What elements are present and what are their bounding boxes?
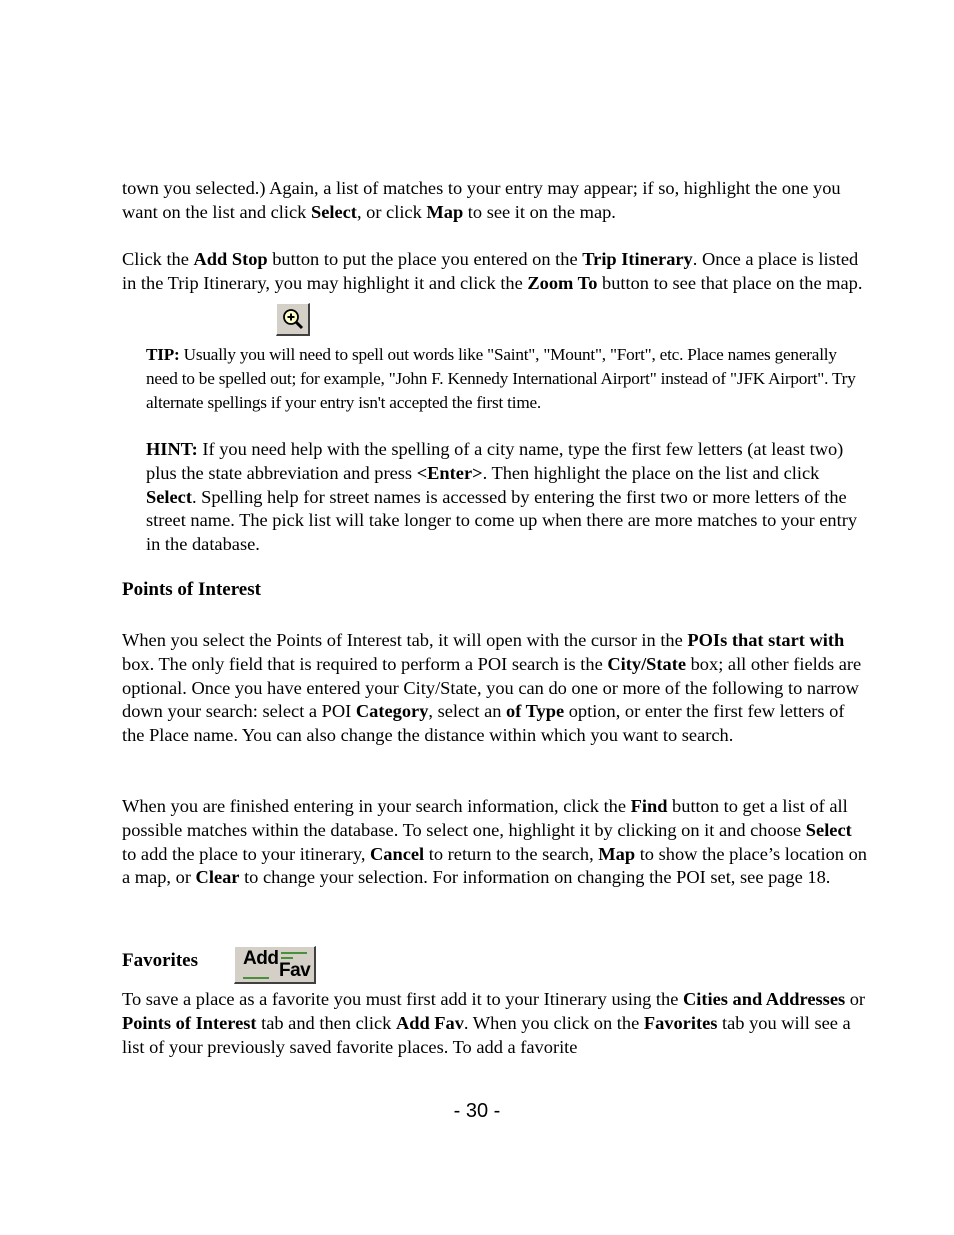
poi-paragraph-1: When you select the Points of Interest tab, it will open with the cursor in the POIs that start with box. The only field that is required to perform a POI search is the City/State box; all other fields are optional. Once you have entered your City/State, you can do one or more of the following to narrow down your search: select a POI Category, select an of Type option, or enter the first few letters of the Place name. You can also change the distance within which you want to search. <box>122 630 862 746</box>
zoom-in-icon <box>281 307 305 331</box>
tip-paragraph: TIP: Usually you will need to spell out words like "Saint", "Mount", "Fort", etc. Place names generally need to be spelled out; for example, "John F. Kennedy International Airport" instead of "JFK Airport". Try alternate spellings if your entry isn't accepted the first time. <box>146 345 856 412</box>
decor-line <box>281 952 307 954</box>
zoom-to-button <box>276 303 310 336</box>
add-fav-button <box>234 946 316 984</box>
section-heading-favorites: Favorites <box>122 950 198 971</box>
decor-line <box>281 957 293 959</box>
poi-paragraph-2: When you are finished entering in your search information, click the Find button to get a list of all possible matches within the database. To select one, highlight it by clicking on it and choose Select to add the place to your itinerary, Cancel to return to the search, Map to show the place’s location on a map, or Clear to change your selection. For information on changing the POI set, see page 18. <box>122 796 867 888</box>
add-fav-button-fav-label: Fav <box>279 960 311 981</box>
favorites-paragraph: To save a place as a favorite you must first add it to your Itinerary using the Cities and Addresses or Points of Interest tab and then click Add Fav. When you click on the Favorites tab you will see a list of your previously saved favorite places. To add a favorite <box>122 989 866 1057</box>
hint-paragraph: HINT: If you need help with the spelling of a city name, type the first few letters (at least two) plus the state abbreviation and press <Enter>. Then highlight the place on the list and click Select. Spelling help for street names is accessed by entering the first two or more letters of the street name. The pick list will take longer to come up when there are more matches to your entry in the database. <box>146 439 858 555</box>
paragraph-continuation: town you selected.) Again, a list of matches to your entry may appear; if so, highlight the one you want on the list and click Select, or click Map to see it on the map. <box>122 178 841 222</box>
paragraph-add-stop: Click the Add Stop button to put the place you entered on the Trip Itinerary. Once a place is listed in the Trip Itinerary, you may highlight it and click the Zoom To button to see that place on the map. <box>122 249 863 293</box>
section-heading-poi: Points of Interest <box>122 579 261 600</box>
page-number: - 30 - <box>453 1100 501 1122</box>
add-fav-button-add-label: Add <box>243 948 279 969</box>
decor-line <box>243 977 269 979</box>
